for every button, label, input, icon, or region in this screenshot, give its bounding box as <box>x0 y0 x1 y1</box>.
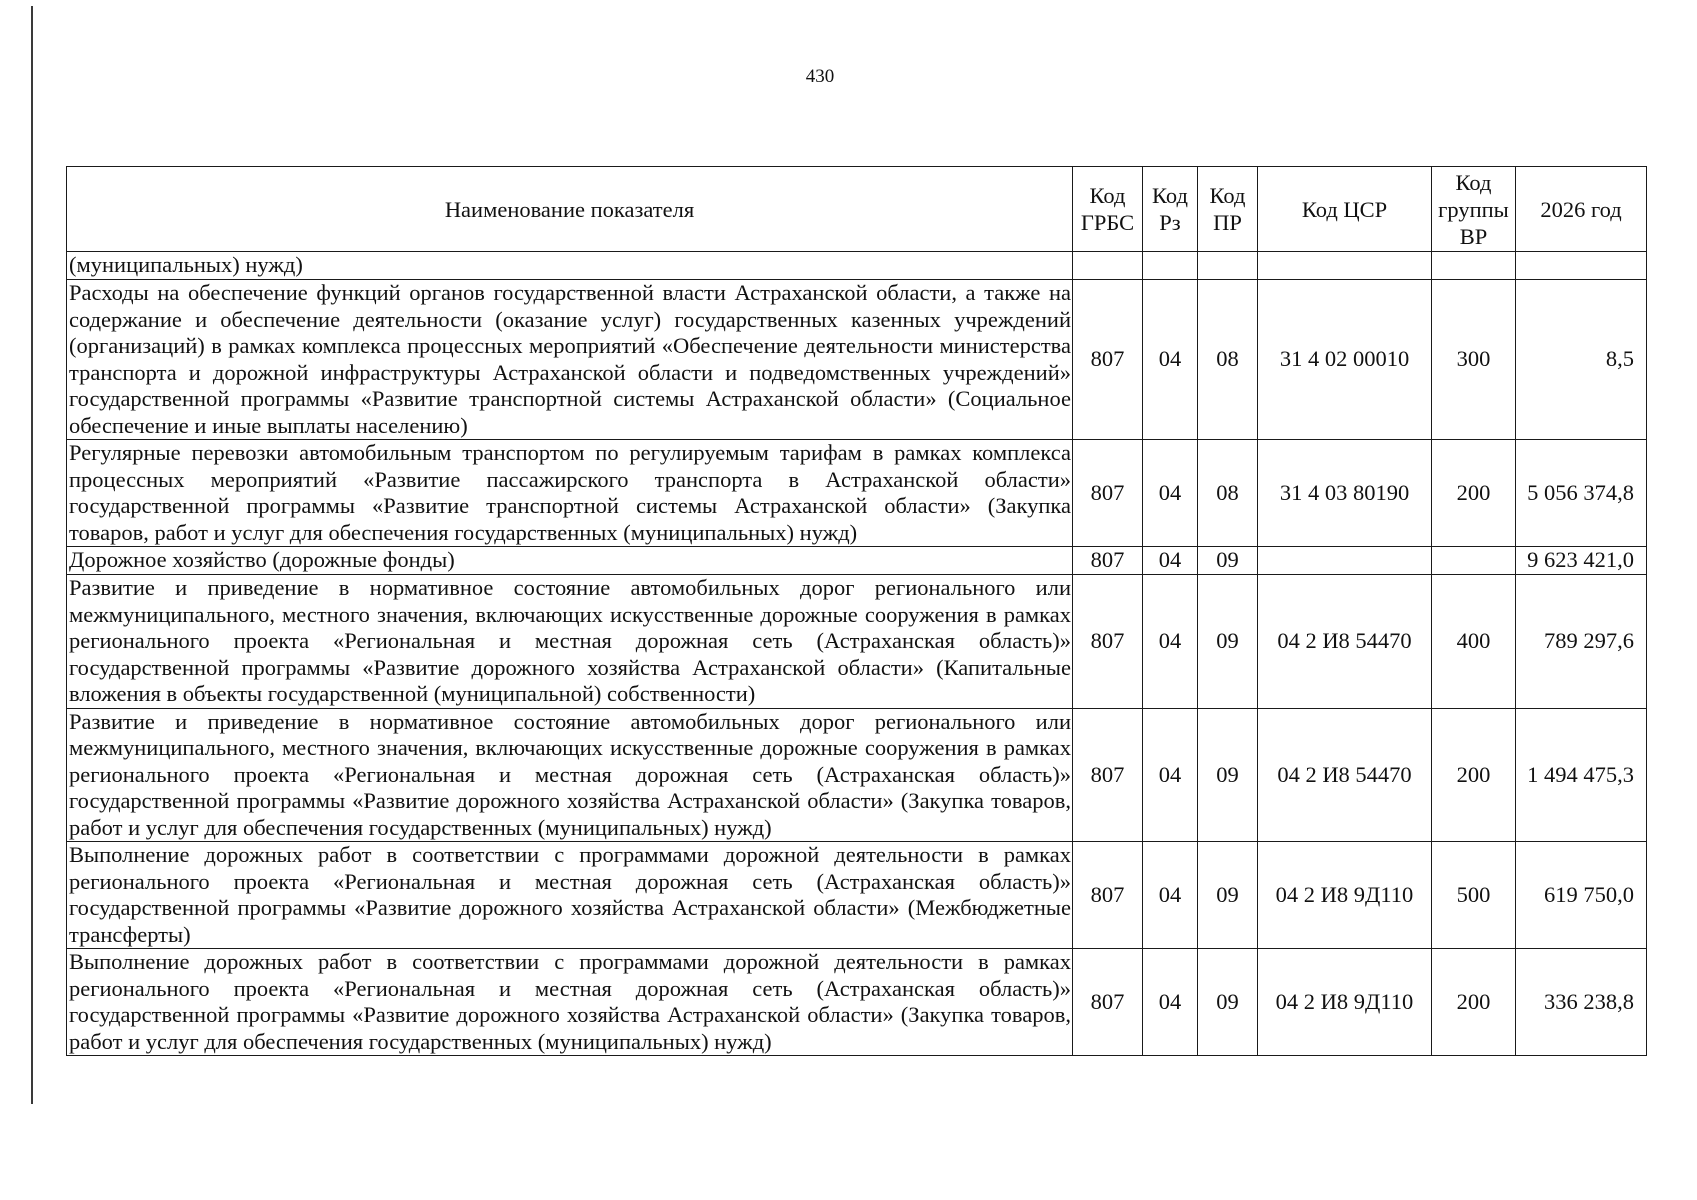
row-grbs: 807 <box>1073 949 1143 1056</box>
row-vr <box>1432 252 1516 280</box>
header-csr: Код ЦСР <box>1258 167 1432 252</box>
row-csr <box>1258 547 1432 575</box>
row-rz: 04 <box>1143 280 1198 440</box>
row-amount <box>1516 252 1647 280</box>
row-vr: 200 <box>1432 949 1516 1056</box>
header-name: Наименование показателя <box>67 167 1073 252</box>
row-csr: 04 2 И8 9Д110 <box>1258 949 1432 1056</box>
header-pr: Код ПР <box>1198 167 1258 252</box>
row-vr: 200 <box>1432 440 1516 547</box>
row-amount: 8,5 <box>1516 280 1647 440</box>
row-grbs: 807 <box>1073 842 1143 949</box>
row-rz: 04 <box>1143 547 1198 575</box>
row-csr: 31 4 02 00010 <box>1258 280 1432 440</box>
row-vr: 300 <box>1432 280 1516 440</box>
row-csr: 04 2 И8 9Д110 <box>1258 842 1432 949</box>
row-amount: 5 056 374,8 <box>1516 440 1647 547</box>
header-vr: Код группы ВР <box>1432 167 1516 252</box>
row-csr: 04 2 И8 54470 <box>1258 575 1432 709</box>
table-row <box>67 280 1647 440</box>
row-csr <box>1258 252 1432 280</box>
table-row <box>67 252 1647 280</box>
table-row <box>67 842 1647 949</box>
row-grbs: 807 <box>1073 547 1143 575</box>
row-csr: 31 4 03 80190 <box>1258 440 1432 547</box>
table-row <box>67 440 1647 547</box>
row-csr: 04 2 И8 54470 <box>1258 708 1432 842</box>
row-rz: 04 <box>1143 440 1198 547</box>
row-amount: 336 238,8 <box>1516 949 1647 1056</box>
table-row <box>67 575 1647 709</box>
row-vr <box>1432 547 1516 575</box>
row-name: (муниципальных) нужд) <box>67 252 1073 280</box>
row-amount: 619 750,0 <box>1516 842 1647 949</box>
row-rz: 04 <box>1143 949 1198 1056</box>
row-name: Развитие и приведение в нормативное состояние автомобильных дорог регионального или межмуниципального, местного значения, включающих искусственные дорожные сооружения в рамках регионального проекта «Региональная и местная дорожная сеть (Астраханская область)» государственной программы «Развитие дорожного хозяйства Астраханской области» (Капитальные вложения в объекты государственной (муниципальной) собственности) <box>67 575 1073 709</box>
row-grbs: 807 <box>1073 708 1143 842</box>
row-rz: 04 <box>1143 708 1198 842</box>
row-pr: 09 <box>1198 708 1258 842</box>
row-pr: 08 <box>1198 440 1258 547</box>
table-row <box>67 949 1647 1056</box>
row-pr: 09 <box>1198 575 1258 709</box>
row-name: Расходы на обеспечение функций органов государственной власти Астраханской области, а также на содержание и обеспечение деятельности (оказание услуг) государственных казенных учреждений (организаций) в рамках комплекса процессных мероприятий «Обеспечение деятельности министерства транспорта и дорожной инфраструктуры Астраханской области и подведомственных учреждений» государственной программы «Развитие транспортной системы Астраханской области» (Социальное обеспечение и иные выплаты населению) <box>67 280 1073 440</box>
row-rz: 04 <box>1143 575 1198 709</box>
row-rz: 04 <box>1143 842 1198 949</box>
header-grbs: Код ГРБС <box>1073 167 1143 252</box>
row-pr: 09 <box>1198 842 1258 949</box>
binding-edge-line <box>31 6 33 1104</box>
header-year: 2026 год <box>1516 167 1647 252</box>
row-pr <box>1198 252 1258 280</box>
row-grbs: 807 <box>1073 575 1143 709</box>
row-amount: 1 494 475,3 <box>1516 708 1647 842</box>
row-pr: 08 <box>1198 280 1258 440</box>
table-row <box>67 547 1647 575</box>
row-name: Выполнение дорожных работ в соответствии с программами дорожной деятельности в рамках регионального проекта «Региональная и местная дорожная сеть (Астраханская область)» государственной программы «Развитие дорожного хозяйства Астраханской области» (Закупка товаров, работ и услуг для обеспечения государственных (муниципальных) нужд) <box>67 949 1073 1056</box>
row-pr: 09 <box>1198 547 1258 575</box>
row-vr: 500 <box>1432 842 1516 949</box>
table-row <box>67 708 1647 842</box>
row-name: Выполнение дорожных работ в соответствии с программами дорожной деятельности в рамках регионального проекта «Региональная и местная дорожная сеть (Астраханская область)» государственной программы «Развитие дорожного хозяйства Астраханской области» (Межбюджетные трансферты) <box>67 842 1073 949</box>
row-vr: 200 <box>1432 708 1516 842</box>
budget-table <box>66 166 1647 1056</box>
header-rz: Код Рз <box>1143 167 1198 252</box>
row-grbs: 807 <box>1073 280 1143 440</box>
page-number: 430 <box>805 66 835 87</box>
table-header-row <box>67 167 1647 252</box>
row-vr: 400 <box>1432 575 1516 709</box>
row-amount: 9 623 421,0 <box>1516 547 1647 575</box>
row-rz <box>1143 252 1198 280</box>
row-grbs <box>1073 252 1143 280</box>
row-name: Развитие и приведение в нормативное состояние автомобильных дорог регионального или межмуниципального, местного значения, включающих искусственные дорожные сооружения в рамках регионального проекта «Региональная и местная дорожная сеть (Астраханская область)» государственной программы «Развитие дорожного хозяйства Астраханской области» (Закупка товаров, работ и услуг для обеспечения государственных (муниципальных) нужд) <box>67 708 1073 842</box>
row-grbs: 807 <box>1073 440 1143 547</box>
row-pr: 09 <box>1198 949 1258 1056</box>
row-name: Дорожное хозяйство (дорожные фонды) <box>67 547 1073 575</box>
row-amount: 789 297,6 <box>1516 575 1647 709</box>
row-name: Регулярные перевозки автомобильным транспортом по регулируемым тарифам в рамках комплекса процессных мероприятий «Развитие пассажирского транспорта в Астраханской области» государственной программы «Развитие транспортной системы Астраханской области» (Закупка товаров, работ и услуг для обеспечения государственных (муниципальных) нужд) <box>67 440 1073 547</box>
